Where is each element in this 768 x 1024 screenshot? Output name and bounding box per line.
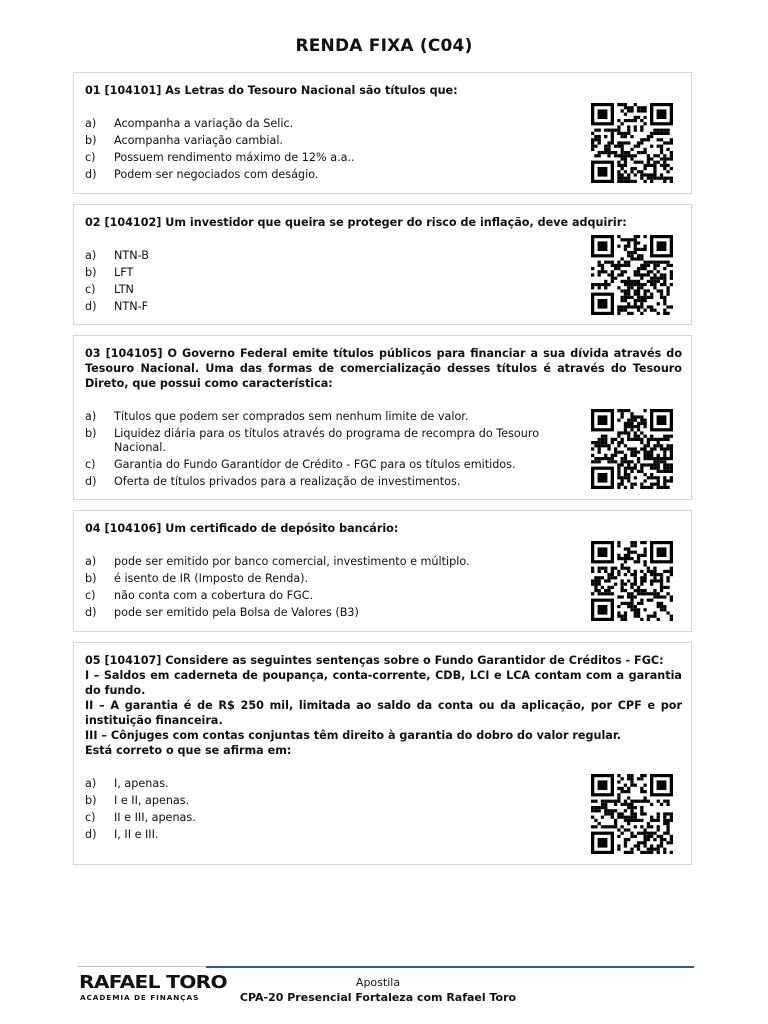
qr-code-icon[interactable] — [591, 235, 673, 315]
question-stem — [85, 653, 682, 758]
option-text: I, apenas. — [114, 777, 169, 790]
qr-code-icon[interactable] — [591, 103, 673, 183]
option-letter: b) — [85, 572, 97, 585]
question-stem-line: 01 [104101] As Letras do Tesouro Nacional são títulos que: — [85, 84, 458, 97]
option-text: I e II, apenas. — [114, 794, 190, 807]
option-text: é isento de IR (Imposto de Renda). — [114, 572, 309, 585]
page-title: RENDA FIXA (C04) — [295, 36, 473, 56]
option-letter: c) — [85, 283, 96, 296]
answer-option[interactable] — [85, 589, 565, 603]
option-letter: a) — [85, 410, 97, 423]
answer-option[interactable] — [85, 458, 565, 472]
option-text: Acompanha a variação da Selic. — [114, 117, 294, 130]
qr-code-icon[interactable] — [591, 774, 673, 854]
answer-option[interactable] — [85, 794, 565, 808]
option-letter: b) — [85, 134, 97, 147]
answer-option[interactable] — [85, 134, 565, 148]
option-text: II e III, apenas. — [114, 811, 196, 824]
option-text: Títulos que podem ser comprados sem nenhum limite de valor. — [114, 410, 469, 423]
answer-option[interactable] — [85, 283, 565, 297]
option-letter: a) — [85, 249, 97, 262]
qr-code-icon[interactable] — [591, 541, 673, 621]
answer-option[interactable] — [85, 266, 565, 280]
question-stem-line: 03 [104105] O Governo Federal emite títulos públicos para financiar a sua dívida através do Tesouro Nacional. Uma das formas de comercialização desses títulos é através do Tesouro Direto, que possui como característica: — [85, 347, 682, 390]
answer-option[interactable] — [85, 117, 565, 131]
option-letter: b) — [85, 427, 97, 440]
answer-option[interactable] — [85, 168, 565, 182]
option-text: I, II e III. — [114, 828, 159, 841]
option-letter: c) — [85, 151, 96, 164]
question-stem — [85, 521, 682, 536]
footer-label: Apostila — [355, 976, 401, 989]
question-stem-line: 05 [104107] Considere as seguintes sentenças sobre o Fundo Garantidor de Créditos - FGC: — [85, 654, 664, 667]
option-letter: a) — [85, 555, 97, 568]
footer-course-title: CPA-20 Presencial Fortaleza com Rafael Toro — [239, 991, 517, 1004]
question-stem-line: I – Saldos em caderneta de poupança, conta-corrente, CDB, LCI e LCA contam com a garantia do fundo. — [85, 669, 682, 697]
answer-option[interactable] — [85, 151, 565, 165]
option-text: Garantia do Fundo Garantidor de Crédito - FGC para os títulos emitidos. — [114, 458, 516, 471]
option-text: Oferta de títulos privados para a realização de investimentos. — [114, 475, 461, 488]
question-card — [73, 642, 692, 865]
footer-divider-left — [78, 966, 206, 967]
brand-logo: RAFAEL TORO — [79, 972, 227, 993]
option-letter: d) — [85, 606, 97, 619]
option-letter: d) — [85, 475, 97, 488]
option-text: NTN-B — [114, 249, 149, 262]
question-stem — [85, 83, 682, 98]
option-letter: d) — [85, 168, 97, 181]
answer-option[interactable] — [85, 427, 565, 455]
question-card — [73, 335, 692, 500]
option-text: Possuem rendimento máximo de 12% a.a.. — [114, 151, 355, 164]
option-text: LFT — [114, 266, 134, 279]
answer-option[interactable] — [85, 410, 565, 424]
option-letter: a) — [85, 117, 97, 130]
option-letter: a) — [85, 777, 97, 790]
option-letter: c) — [85, 589, 96, 602]
option-text: NTN-F — [114, 300, 149, 313]
option-letter: d) — [85, 300, 97, 313]
answer-option[interactable] — [85, 555, 565, 569]
question-stem-line: III – Cônjuges com contas conjuntas têm direito à garantia do dobro do valor regular. — [85, 729, 622, 742]
answer-option[interactable] — [85, 811, 565, 825]
question-stem-line: II – A garantia é de R$ 250 mil, limitada ao saldo da conta ou da aplicação, por CPF e por instituição financeira. — [85, 699, 682, 727]
question-card — [73, 204, 692, 325]
question-stem — [85, 215, 682, 230]
answer-option[interactable] — [85, 300, 565, 314]
answer-option[interactable] — [85, 777, 565, 791]
option-text: não conta com a cobertura do FGC. — [114, 589, 314, 602]
answer-option[interactable] — [85, 828, 565, 842]
brand-tagline: ACADEMIA DE FINANÇAS — [80, 993, 200, 1002]
option-letter: c) — [85, 811, 96, 824]
option-letter: d) — [85, 828, 97, 841]
question-stem-line: 02 [104102] Um investidor que queira se proteger do risco de inflação, deve adquirir: — [85, 216, 627, 229]
question-stem — [85, 346, 682, 391]
answer-option[interactable] — [85, 606, 565, 620]
question-card — [73, 510, 692, 632]
option-text: Acompanha variação cambial. — [114, 134, 283, 147]
option-text: Podem ser negociados com deságio. — [114, 168, 319, 181]
question-stem-line: Está correto o que se afirma em: — [85, 744, 292, 757]
question-card — [73, 72, 692, 194]
answer-option[interactable] — [85, 475, 565, 489]
answer-option[interactable] — [85, 572, 565, 586]
option-text: LTN — [114, 283, 134, 296]
option-text: pode ser emitido por banco comercial, investimento e múltiplo. — [114, 555, 470, 568]
answer-option[interactable] — [85, 249, 565, 263]
option-letter: b) — [85, 266, 97, 279]
option-text: pode ser emitido pela Bolsa de Valores (B3) — [114, 606, 359, 619]
question-stem-line: 04 [104106] Um certificado de depósito bancário: — [85, 522, 399, 535]
option-letter: b) — [85, 794, 97, 807]
option-text: Liquidez diária para os títulos através do programa de recompra do Tesouro Nacional. — [114, 427, 540, 454]
option-letter: c) — [85, 458, 96, 471]
qr-code-icon[interactable] — [591, 409, 673, 489]
footer-divider — [206, 966, 694, 968]
